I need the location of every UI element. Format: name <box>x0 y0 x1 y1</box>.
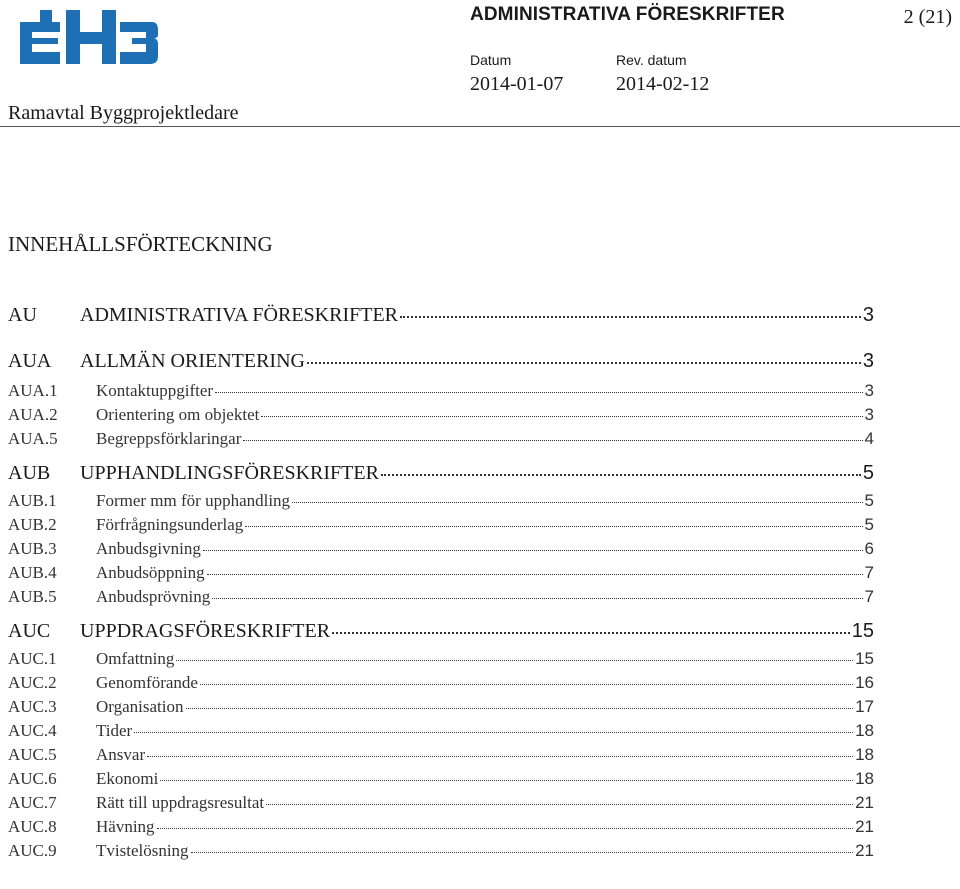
toc-entry[interactable] <box>8 647 874 671</box>
dot-leader <box>186 708 854 709</box>
toc-title: Genomförande <box>96 673 198 692</box>
toc-entry[interactable] <box>8 537 874 561</box>
dot-leader <box>245 526 862 527</box>
toc-code: AUC.1 <box>8 649 57 668</box>
toc-code: AUC.8 <box>8 817 57 836</box>
header-divider <box>0 126 960 127</box>
toc-title: Organisation <box>96 697 184 716</box>
toc-title: Anbudsprövning <box>96 587 211 606</box>
toc-page: 7 <box>864 587 874 606</box>
toc-title: UPPDRAGSFÖRESKRIFTER <box>80 620 331 642</box>
logo-letter-h <box>66 10 116 64</box>
toc-page: 5 <box>862 462 874 484</box>
toc-page: 3 <box>862 350 874 372</box>
toc-title: Tider <box>96 721 133 740</box>
toc-title: UPPHANDLINGSFÖRESKRIFTER <box>80 462 379 484</box>
toc-code: AUC.9 <box>8 841 57 860</box>
toc-heading: INNEHÅLLSFÖRTECKNING <box>8 232 273 256</box>
ehb-logo <box>18 8 158 68</box>
toc-code: AUC.2 <box>8 673 57 692</box>
date-label: Datum <box>470 52 512 68</box>
toc-entry[interactable] <box>8 609 874 647</box>
toc-page: 15 <box>851 620 874 642</box>
logo-text: EHB <box>18 8 20 9</box>
dot-leader <box>160 780 853 781</box>
toc-entry[interactable] <box>8 451 874 489</box>
toc-code: AUC.6 <box>8 769 57 788</box>
dot-leader <box>203 550 863 551</box>
dot-leader <box>266 804 853 805</box>
toc-entry[interactable] <box>8 343 874 379</box>
logo-letter-e <box>20 10 60 64</box>
logo-letter-b <box>120 22 158 64</box>
toc-entry[interactable] <box>8 815 874 839</box>
toc-code: AUB.5 <box>8 587 57 606</box>
toc-page: 3 <box>864 381 874 400</box>
date-value: 2014-01-07 <box>470 73 564 95</box>
toc-page: 3 <box>864 405 874 424</box>
toc-title: Kontaktuppgifter <box>96 381 214 400</box>
toc-title: ALLMÄN ORIENTERING <box>80 350 305 372</box>
toc-entry[interactable] <box>8 695 874 719</box>
toc-code: AUA.2 <box>8 405 58 424</box>
toc-code: AUA <box>8 350 52 372</box>
dot-leader <box>212 598 862 599</box>
toc-entry[interactable] <box>8 743 874 767</box>
toc-code: AU <box>8 304 37 326</box>
toc-title: Orientering om objektet <box>96 405 260 424</box>
toc-entry[interactable] <box>8 427 874 451</box>
project-name: Ramavtal Byggprojektledare <box>8 102 239 124</box>
toc-entry[interactable] <box>8 585 874 609</box>
toc-page: 18 <box>855 769 874 788</box>
dot-leader <box>307 362 861 364</box>
toc-page: 15 <box>855 649 874 668</box>
toc-page: 3 <box>862 304 874 326</box>
toc-page: 17 <box>855 697 874 716</box>
dot-leader <box>200 684 853 685</box>
toc-code: AUB.3 <box>8 539 57 558</box>
toc-code: AUB.2 <box>8 515 57 534</box>
toc-page: 18 <box>855 745 874 764</box>
table-of-contents <box>8 297 874 863</box>
toc-entry[interactable] <box>8 791 874 815</box>
revision-date-value: 2014-02-12 <box>616 73 710 95</box>
toc-entry[interactable] <box>8 489 874 513</box>
toc-code: AUC <box>8 620 51 642</box>
toc-entry[interactable] <box>8 839 874 863</box>
toc-entry[interactable] <box>8 403 874 427</box>
toc-title: Ansvar <box>96 745 146 764</box>
toc-page: 4 <box>864 429 874 448</box>
toc-code: AUC.7 <box>8 793 57 812</box>
toc-title: ADMINISTRATIVA FÖRESKRIFTER <box>80 304 399 326</box>
toc-page: 6 <box>864 539 874 558</box>
dot-leader <box>261 416 862 417</box>
toc-code: AUC.5 <box>8 745 57 764</box>
toc-entry[interactable] <box>8 513 874 537</box>
toc-entry[interactable] <box>8 767 874 791</box>
toc-title: Begreppsförklaringar <box>96 429 242 448</box>
toc-code: AUB <box>8 462 51 484</box>
dot-leader <box>134 732 853 733</box>
toc-title: Anbudsöppning <box>96 563 205 582</box>
toc-title: Omfattning <box>96 649 175 668</box>
dot-leader <box>157 828 854 829</box>
dot-leader <box>147 756 853 757</box>
toc-page: 5 <box>864 515 874 534</box>
toc-title: Anbudsgivning <box>96 539 201 558</box>
toc-page: 21 <box>855 793 874 812</box>
toc-title: Tvistelösning <box>96 841 189 860</box>
toc-code: AUB.1 <box>8 491 57 510</box>
toc-page: 21 <box>855 817 874 836</box>
toc-code: AUC.4 <box>8 721 57 740</box>
toc-entry[interactable] <box>8 379 874 403</box>
page-number: 2 (21) <box>903 6 952 28</box>
dot-leader <box>243 440 862 441</box>
toc-title: Former mm för upphandling <box>96 491 291 510</box>
document-title: ADMINISTRATIVA FÖRESKRIFTER <box>470 4 785 25</box>
toc-entry[interactable] <box>8 297 874 343</box>
toc-page: 5 <box>864 491 874 510</box>
toc-title: Förfrågningsunderlag <box>96 515 244 534</box>
dot-leader <box>207 574 863 575</box>
toc-title: Hävning <box>96 817 155 836</box>
toc-code: AUA.5 <box>8 429 58 448</box>
toc-page: 7 <box>864 563 874 582</box>
toc-entry[interactable] <box>8 719 874 743</box>
dot-leader <box>400 316 861 318</box>
toc-entry[interactable] <box>8 561 874 585</box>
dot-leader <box>332 632 850 634</box>
dot-leader <box>292 502 862 503</box>
toc-title: Rätt till uppdragsresultat <box>96 793 265 812</box>
dot-leader <box>381 474 861 476</box>
toc-page: 21 <box>855 841 874 860</box>
toc-entry[interactable] <box>8 671 874 695</box>
toc-code: AUA.1 <box>8 381 58 400</box>
dot-leader <box>191 852 854 853</box>
toc-page: 16 <box>855 673 874 692</box>
revision-date-label: Rev. datum <box>616 52 687 68</box>
toc-code: AUC.3 <box>8 697 57 716</box>
dot-leader <box>176 660 853 661</box>
dot-leader <box>215 392 862 393</box>
toc-page: 18 <box>855 721 874 740</box>
toc-code: AUB.4 <box>8 563 57 582</box>
toc-title: Ekonomi <box>96 769 159 788</box>
